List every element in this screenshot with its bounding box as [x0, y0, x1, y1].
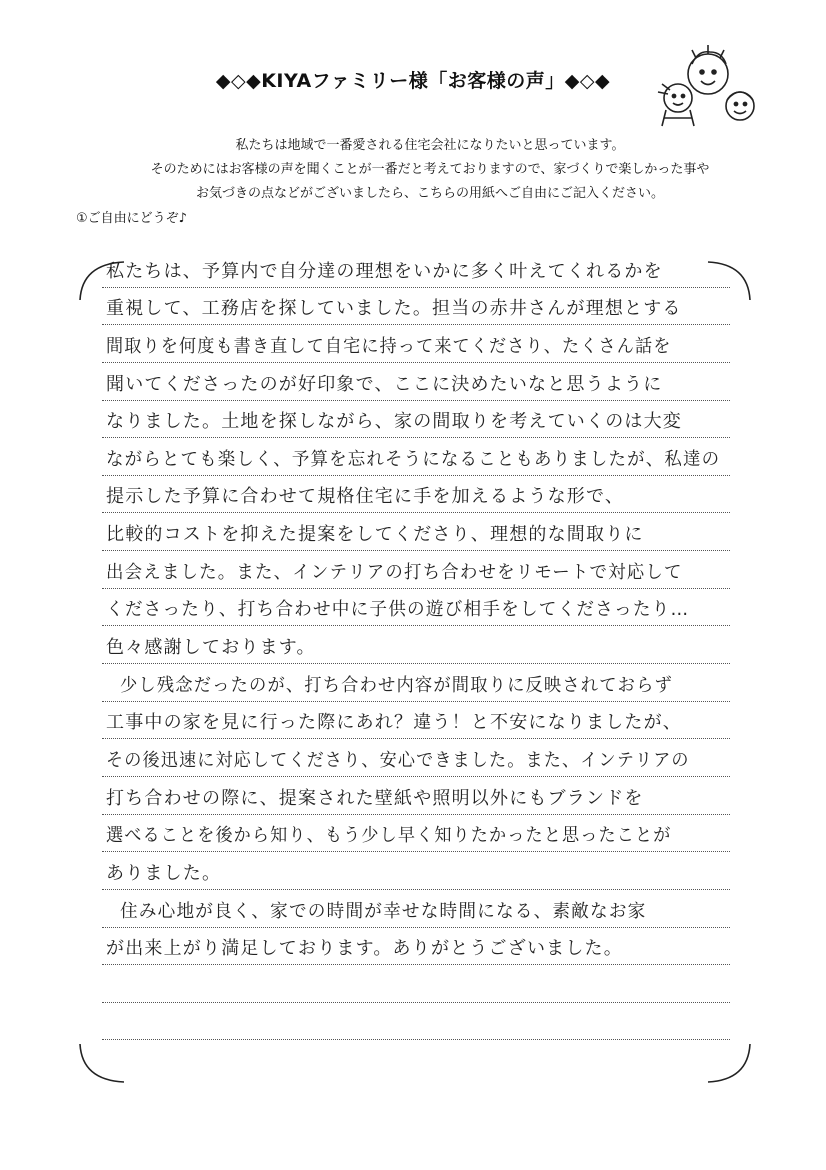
- ruled-line: [102, 815, 730, 853]
- handwritten-line: 間取りを何度も書き直して自宅に持って来てくださり、たくさん話を: [106, 335, 672, 357]
- ruled-line: [102, 664, 730, 702]
- intro-line: 私たちは地域で一番愛される住宅会社になりたいと思っています。: [235, 138, 625, 153]
- handwritten-line: ありました。: [106, 862, 222, 884]
- handwritten-line: 工事中の家を見に行った際にあれ？違う！と不安になりましたが、: [106, 712, 682, 734]
- handwritten-comment: [102, 250, 730, 1040]
- ruled-line: [102, 777, 730, 815]
- ruled-line: [102, 965, 730, 1003]
- ruled-line: [102, 250, 730, 288]
- handwritten-line: 聞いてくださったのが好印象で、ここに決めたいなと思うように: [106, 373, 663, 395]
- ruled-line: [102, 852, 730, 890]
- ruled-line: [102, 363, 730, 401]
- ruled-line: [102, 513, 730, 551]
- intro-line: そのためにはお客様の声を聞くことが一番だと考えておりますので、家づくりで楽しかった事や: [150, 162, 710, 177]
- question-prompt: ①ご自由にどうぞ♪: [76, 211, 187, 226]
- handwritten-line: 私たちは、予算内で自分達の理想をいかに多く叶えてくれるかを: [106, 260, 663, 282]
- ruled-line: [102, 551, 730, 589]
- handwritten-line: が出来上がり満足しております。ありがとうございました。: [106, 938, 623, 960]
- handwritten-line: 提示した予算に合わせて規格住宅に手を加えるような形で、: [106, 486, 625, 508]
- page-title: ◆◇◆KIYAファミリー様「お客様の声」◆◇◆: [215, 70, 611, 92]
- ruled-line: [102, 928, 730, 966]
- family-mascot-icon: [652, 40, 762, 136]
- handwritten-line: くださったり、打ち合わせ中に子供の遊び相手をしてくださったり…: [106, 599, 690, 621]
- handwritten-line: 出会えました。また、インテリアの打ち合わせをリモートで対応して: [106, 561, 683, 583]
- handwritten-line: 打ち合わせの際に、提案された壁紙や照明以外にもブランドを: [106, 787, 644, 809]
- intro-text: [150, 134, 710, 206]
- ruled-line: [102, 325, 730, 363]
- handwritten-line: 選べることを後から知り、もう少し早く知りたかったと思ったことが: [106, 825, 672, 847]
- ruled-line: [102, 1003, 730, 1041]
- handwritten-line: なりました。土地を探しながら、家の間取りを考えていくのは大変: [106, 411, 682, 433]
- handwritten-line: 重視して、工務店を探していました。担当の赤井さんが理想とする: [106, 298, 682, 320]
- intro-line: お気づきの点などがございましたら、こちらの用紙へご自由にご記入ください。: [195, 186, 664, 201]
- ruled-line: [102, 739, 730, 777]
- ruled-line: [102, 288, 730, 326]
- ruled-line: [102, 626, 730, 664]
- ruled-line: [102, 401, 730, 439]
- ruled-line: [102, 890, 730, 928]
- ruled-line: [102, 476, 730, 514]
- ruled-line: [102, 438, 730, 476]
- handwritten-line: その後迅速に対応してくださり、安心できました。また、インテリアの: [106, 749, 690, 771]
- handwritten-line: 住み心地が良く、家での時間が幸せな時間になる、素敵なお家: [120, 900, 647, 922]
- handwritten-line: 色々感謝しております。: [106, 637, 316, 659]
- handwritten-line: 比較的コストを抑えた提案をしてくださり、理想的な間取りに: [106, 524, 644, 546]
- ruled-line: [102, 589, 730, 627]
- handwritten-line: ながらとても楽しく、予算を忘れそうになることもありましたが、私達の: [106, 448, 721, 470]
- ruled-line: [102, 702, 730, 740]
- handwritten-line: 少し残念だったのが、打ち合わせ内容が間取りに反映されておらず: [120, 674, 673, 696]
